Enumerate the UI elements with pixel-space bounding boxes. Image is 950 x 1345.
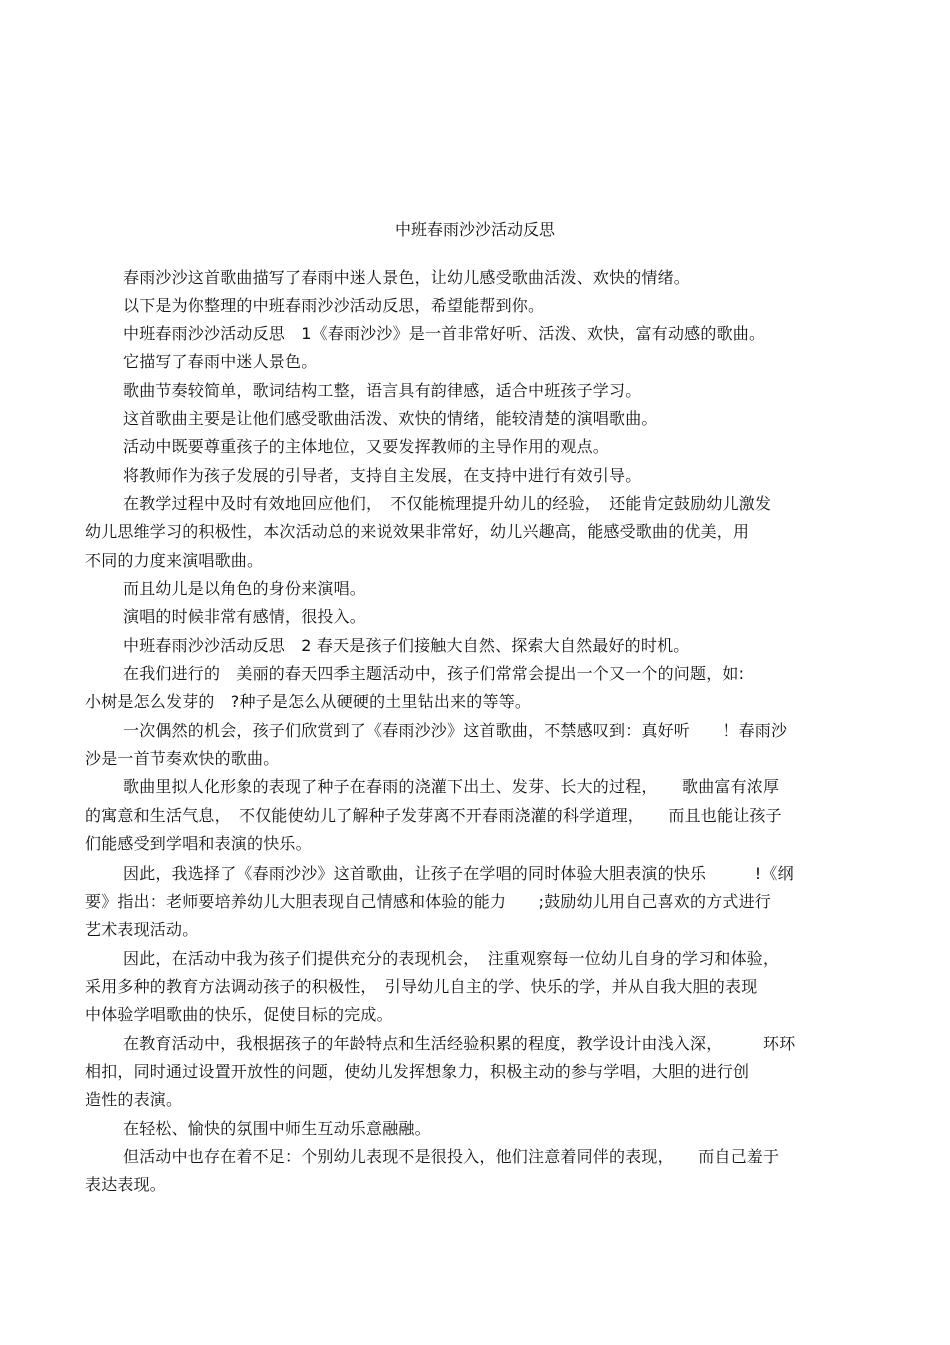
text-line: 因此，在活动中我为孩子们提供充分的表现机会， 注重观察每一位幼儿自身的学习和体验， [123, 949, 780, 968]
text-line: 歌曲节奏较简单，歌词结构工整，语言具有韵律感，适合中班孩子学习。 [123, 381, 642, 400]
text-line: 不同的力度来演唱歌曲。 [85, 551, 264, 570]
text-line: 这首歌曲主要是让他们感受歌曲活泼、欢快的情绪，能较清楚的演唱歌曲。 [123, 409, 658, 428]
text-line: 要》指出：老师要培养幼儿大胆表现自己情感和体验的能力 ;鼓励幼儿用自己喜欢的方式进行 [85, 892, 771, 911]
text-line: 中班春雨沙沙活动反思 1《春雨沙沙》是一首非常好听、活泼、欢快，富有动感的歌曲。 [123, 324, 766, 343]
text-line: 在我们进行的 美丽的春天四季主题活动中，孩子们常常会提出一个又一个的问题，如: [123, 664, 745, 683]
text-line: 但活动中也存在着不足：个别幼儿表现不是很投入，他们注意着同伴的表现， 而自己羞于 [123, 1147, 780, 1166]
text-line: 艺术表现活动。 [85, 920, 199, 939]
text-line: 以下是为你整理的中班春雨沙沙活动反思，希望能帮到你。 [123, 296, 545, 315]
text-line: 中班春雨沙沙活动反思 2 春天是孩子们接触大自然、探索大自然最好的时机。 [123, 636, 690, 655]
text-line: 表达表现。 [85, 1175, 167, 1194]
text-line: 小树是怎么发芽的 ?种子是怎么从硬硬的土里钻出来的等等。 [85, 692, 532, 711]
text-line: 幼儿思维学习的积极性，本次活动总的来说效果非常好，幼儿兴趣高，能感受歌曲的优美，用 [85, 522, 750, 541]
text-line: 它描写了春雨中迷人景色。 [123, 352, 318, 371]
document-title: 中班春雨沙沙活动反思 [394, 220, 555, 239]
text-line: 一次偶然的机会，孩子们欣赏到了《春雨沙沙》这首歌曲，不禁感叹到：真好听 ！春雨沙 [123, 721, 788, 740]
text-line: 春雨沙沙这首歌曲描写了春雨中迷人景色，让幼儿感受歌曲活泼、欢快的情绪。 [123, 268, 691, 287]
text-line: 而且幼儿是以角色的身份来演唱。 [123, 579, 367, 598]
text-line: 歌曲里拟人化形象的表现了种子在春雨的浇灌下出土、发芽、长大的过程， 歌曲富有浓厚 [123, 777, 780, 796]
text-line: 相扣，同时通过设置开放性的问题，使幼儿发挥想象力，积极主动的参与学唱，大胆的进行创 [85, 1062, 750, 1081]
text-line: 采用多种的教育方法调动孩子的积极性， 引导幼儿自主的学、快乐的学，并从自我大胆的表现 [85, 977, 758, 996]
text-line: 活动中既要尊重孩子的主体地位，又要发挥教师的主导作用的观点。 [123, 437, 610, 456]
text-line: 中体验学唱歌曲的快乐，促使目标的完成。 [85, 1005, 393, 1024]
text-line: 沙是一首节奏欢快的歌曲。 [85, 749, 280, 768]
text-line: 造性的表演。 [85, 1090, 183, 1109]
text-line: 们能感受到学唱和表演的快乐。 [85, 834, 312, 853]
text-line: 演唱的时候非常有感情，很投入。 [123, 607, 367, 626]
text-line: 因此，我选择了《春雨沙沙》这首歌曲，让孩子在学唱的同时体验大胆表演的快乐 !《纲 [123, 864, 794, 883]
text-line: 的寓意和生活气息， 不仅能使幼儿了解种子发芽离不开春雨浇灌的科学道理， 而且也能让孩子 [85, 806, 782, 825]
text-line: 在教学过程中及时有效地回应他们， 不仅能梳理提升幼儿的经验， 还能肯定鼓励幼儿激发 [123, 494, 772, 513]
text-line: 在教育活动中，我根据孩子的年龄特点和生活经验积累的程度，教学设计由浅入深， 环环 [123, 1034, 796, 1053]
text-line: 在轻松、愉快的氛围中师生互动乐意融融。 [123, 1119, 431, 1138]
text-line: 将教师作为孩子发展的引导者，支持自主发展，在支持中进行有效引导。 [123, 466, 642, 485]
